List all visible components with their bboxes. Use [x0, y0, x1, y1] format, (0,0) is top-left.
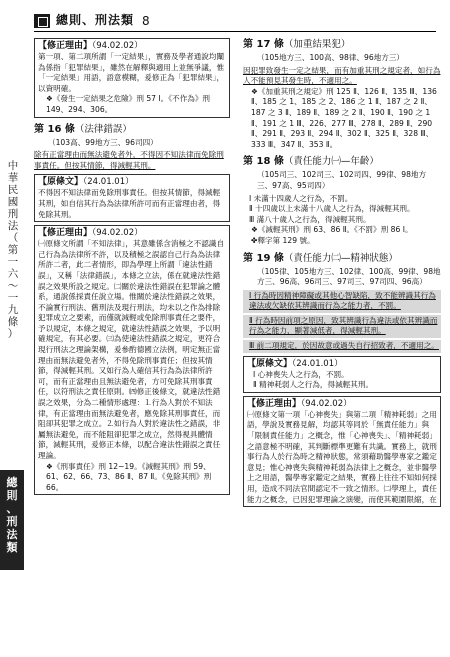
article-17-exam-refs: （105地方三、100高、98律、96地方三） [257, 53, 405, 62]
article-18-item-2: Ⅱ 十四歲以上未滿十八歲人之行為，得減輕其刑。 [249, 204, 415, 214]
amendment-reason-text-2: ㈠原條文所謂「不知法律」，其意雖係含消極之不認識自己行為為法律所不許，以及積極之誤認自己行為為法律所許二者，此二者情形，即為學理上所謂「違法性錯誤」，又稱「法律錯誤」，本條之立法，係在就違法性錯誤之效果所設之規定。㈡關於違法性錯誤在犯罪論之體系，通說係採責任說立場。惟關於違法性錯誤之效果，不論實行刑法、舊刑法及現行刑法，均未以之作為排除犯罪成立之要素，而僅就減輕或免除刑事責任之要件，予以規定，本條之規定，就違法性錯誤之效果，予以明確規定，有其必要。㈢為使違法性錯誤之規定，更符合現行刑法之理論架構，爰參酌德國立法例，明定無正當理由而無法避免者外，不得免除刑事責任；但按其情節，得減輕其刑。又如行為人確信其行為為法律所許可，而有正當理由且無法避免者，方可免除其刑事責任，以符刑法之責任原則。㈣修正後條文，就違法性錯誤之效果，分為二種情形處理：⒈行為人對於不知法律，有正當理由而無法避免者，應免除其刑事責任，而阻卻其犯罪之成立。⒉如行為人對於違法性之錯誤，非屬無法避免，而不能阻卻犯罪之成立，然得視具體情節，減輕其刑，爰修正本條，以配合違法性錯誤之責任理論。 [38, 239, 225, 460]
article-16-title: 第 16 條（法律錯誤） [34, 123, 132, 135]
original-text-box-19: 【原條文】（24.01.01） Ⅰ 心神喪失人之行為，不罰。 Ⅱ 精神耗弱人之行為，得減輕其刑。 [243, 356, 441, 393]
article-19-item-2: Ⅱ 行為時因前項之原因，致其辨識行為違法或依其辨識而行為之能力，顯著減低者，得減輕其刑。 [243, 315, 441, 338]
right-column [243, 38, 441, 510]
article-18-item-1: Ⅰ 未滿十四歲人之行為，不罰。 [249, 193, 353, 203]
article-17-title: 第 17 條（加重結果犯） [243, 39, 351, 50]
article-19-title: 第 19 條（責任能力㈡—精神狀態） [243, 252, 398, 264]
book-icon [34, 14, 50, 28]
amendment-reason-box-19: 【修正理由】（94.02.02） ㈠原條文第一項「心神喪失」與第二項「精神耗弱」之用語，學說及實務見解，均認其等同於「無責任能力」與「限制責任能力」之概念，惟「心神喪失」、「精神耗弱」之語意極不明確，其判斷標準更難有共識。實務上，就刑事行為人於行為時之精神狀態，常須藉助醫學專家之鑑定意見；惟心神喪失與精神耗弱為法律上之概念，並非醫學上之用語，醫學專家鑑定之結果，實務上往往不知如何採用，造成不同法官間認定不一致之情形。㈡學理上，責任能力之概念，已因犯罪理論之演變，而使其範圍限縮，在 [243, 396, 441, 507]
article-19-exam-refs: （105律、105地方三、102律、100高、99律、98地方三、96高、96司三、97司三、97司四、96高） [257, 266, 441, 287]
article-16-exam-refs: （103高、99地方三、96司四） [48, 137, 158, 147]
page-header [34, 10, 436, 32]
article-18-title: 第 18 條（責任能力㈠—年齡） [243, 156, 379, 168]
original-text-box: 【原條文】（24.01.01） 不得因不知法律而免除刑事責任。但按其情節，得減輕其刑，如自信其行為為法律所許可而有正當理由者，得免除其刑。 [34, 174, 230, 222]
left-column [34, 38, 230, 498]
original-item-2: Ⅱ 精神耗弱人之行為，得減輕其刑。 [253, 380, 374, 390]
category-tab[interactable]: 總 則 、 刑 法 類 [0, 470, 24, 570]
article-18-item-3: Ⅲ 滿八十歲人之行為，得減輕其刑。 [249, 214, 371, 224]
amendment-reason-text: 第一項、第二項所謂「一定結果」，實務及學者通說均闡為係指「犯罪結果」，雖然在解釋與適用上並無爭議，惟「一定結果」用語，語意模糊，爰修正為「犯罪結果」，以資明確。 [38, 52, 225, 93]
original-text: 不得因不知法律而免除刑事責任。但按其情節，得減輕其刑，如自信其行為為法律所許可而有正當理由者，得免除其刑。 [38, 188, 221, 219]
article-17-text: 因犯罪致發生一定之結果，而有加重其刑之規定者，如行為人不能預見其發生時，不適用之。 [243, 65, 441, 86]
article-19-item-3: Ⅲ 前二項規定，於因故意或過失自行招致者，不適用之。 [243, 340, 441, 353]
original-item-1: Ⅰ 心神喪失人之行為，不罰。 [253, 369, 349, 379]
article-19-item-1: Ⅰ 行為時因精神障礙或其他心智缺陷，致不能辨識其行為違法或欠缺依其辨識而行為之能力者，不罰。 [243, 290, 441, 313]
article-18-exam-refs: （105司三、102司三、102司四、99律、98地方三、97高、95司四） [257, 170, 427, 190]
amendment-reason-box-2: 【修正理由】（94.02.02） ㈠原條文所謂「不知法律」，其意雖係含消極之不認識自己行為為法律所不許，以及積極之誤認自己行為為法律所許二者，此二者情形，即為學理上所謂「違法性錯誤」，又稱「法律錯誤」，本條之立法，係在就違法性錯誤之效果所設之規定。㈡關於違法性錯誤在犯罪論之體系，通說係採責任說立場。惟關於違法性錯誤之效果，不論實行刑法、舊刑法及現行刑法，均未以之作為排除犯罪成立之要素，而僅就減輕或免除刑事責任之要件，予以規定，本條之規定，就違法性錯誤之效果，予以明確規定，有其必要。㈢為使違法性錯誤之規定，更符合現行刑法之理論架構，爰參酌德國立法例，明定無正當理由而無法避免者外，不得免除刑事責任；但按其情節，得減輕其刑。又如行為人確信其行為為法律所許可，而有正當理由且無法避免者，方可免除其刑事責任，以符刑法之責任原則。㈣修正後條文，就違法性錯誤之效果，分為二種情形處理：⒈行為人對於不知法律，有正當理由而無法避免者，應免除其刑事責任，而阻卻其犯罪之成立。⒉如行為人對於違法性之錯誤，非屬無法避免，而不能阻卻犯罪之成立，然得視具體情節，減輕其刑，爰修正本條，以配合違法性錯誤之責任理論。 ❖《刑事責任》刑 12~19。《減輕其刑》刑 59、61、62、66、73、86 Ⅱ、87 Ⅱ。《免除其刑》刑 66。 [34, 225, 230, 495]
side-vertical-title: 中 華 民 國 刑 法 （ 第 一 六 ～ 一 九 條 ） [7, 160, 19, 340]
cross-reference-note: ❖《發生一定結果之危險》刑 57 Ⅰ。《不作為》刑 149、294、306。 [46, 94, 211, 114]
page-number: 8 [142, 14, 150, 28]
cross-reference-note-2: ❖《刑事責任》刑 12~19。《減輕其刑》刑 59、61、62、66、73、86 Ⅱ、87 Ⅱ。《免除其刑》刑 66。 [46, 461, 212, 492]
article-18-note: ❖《減輕其刑》刑 63、86 Ⅱ。《不罰》刑 86 Ⅰ。 [251, 225, 413, 235]
article-16-text: 除有正當理由而無法避免者外，不得因不知法律而免除刑事責任。但按其情節，得減輕其刑。 [34, 150, 224, 170]
header-title: 總則、刑法類 [56, 13, 135, 27]
article-18-interpretation-ref: ✤釋字第 129 號。 [251, 235, 315, 245]
article-17-note: ❖《加重其刑之規定》刑 125 Ⅱ、126 Ⅱ、135 Ⅲ、136 Ⅱ、185 之 1、185 之 2、186 之 1 Ⅱ、187 之 2 Ⅱ、187 之 3 Ⅱ、189 Ⅱ、189 之 2 Ⅱ、190 Ⅱ、190 之 1 Ⅱ、191 之 1 Ⅲ、226、277 Ⅲ、278 Ⅱ、289 Ⅱ、290 Ⅱ、291 Ⅱ、293 Ⅱ、294 Ⅱ、302 Ⅱ、325 Ⅱ、328 Ⅲ、333 Ⅲ、347 Ⅱ、353 Ⅱ。 [251, 86, 437, 149]
amendment-reason-text-19: ㈠原條文第一項「心神喪失」與第二項「精神耗弱」之用語，學說及實務見解，均認其等同於「無責任能力」與「限制責任能力」之概念，惟「心神喪失」、「精神耗弱」之語意極不明確，其判斷標準更難有共識。實務上，就刑事行為人於行為時之精神狀態，常須藉助醫學專家之鑑定意見；惟心神喪失與精神耗弱為法律上之概念，並非醫學上之用語，醫學專家鑑定之結果，實務上往往不知如何採用，造成不同法官間認定不一致之情形。㈡學理上，責任能力之概念，已因犯罪理論之演變，而使其範圍限縮，在 [247, 409, 437, 504]
amendment-reason-box: 【修正理由】（94.02.02） 第一項、第二項所謂「一定結果」，實務及學者通說均闡為係指「犯罪結果」，雖然在解釋與適用上並無爭議，惟「一定結果」用語，語意模糊，爰修正為「犯罪結果」，以資明確。 ❖《發生一定結果之危險》刑 57 Ⅰ。《不作為》刑 149、294、306。 [34, 38, 230, 118]
